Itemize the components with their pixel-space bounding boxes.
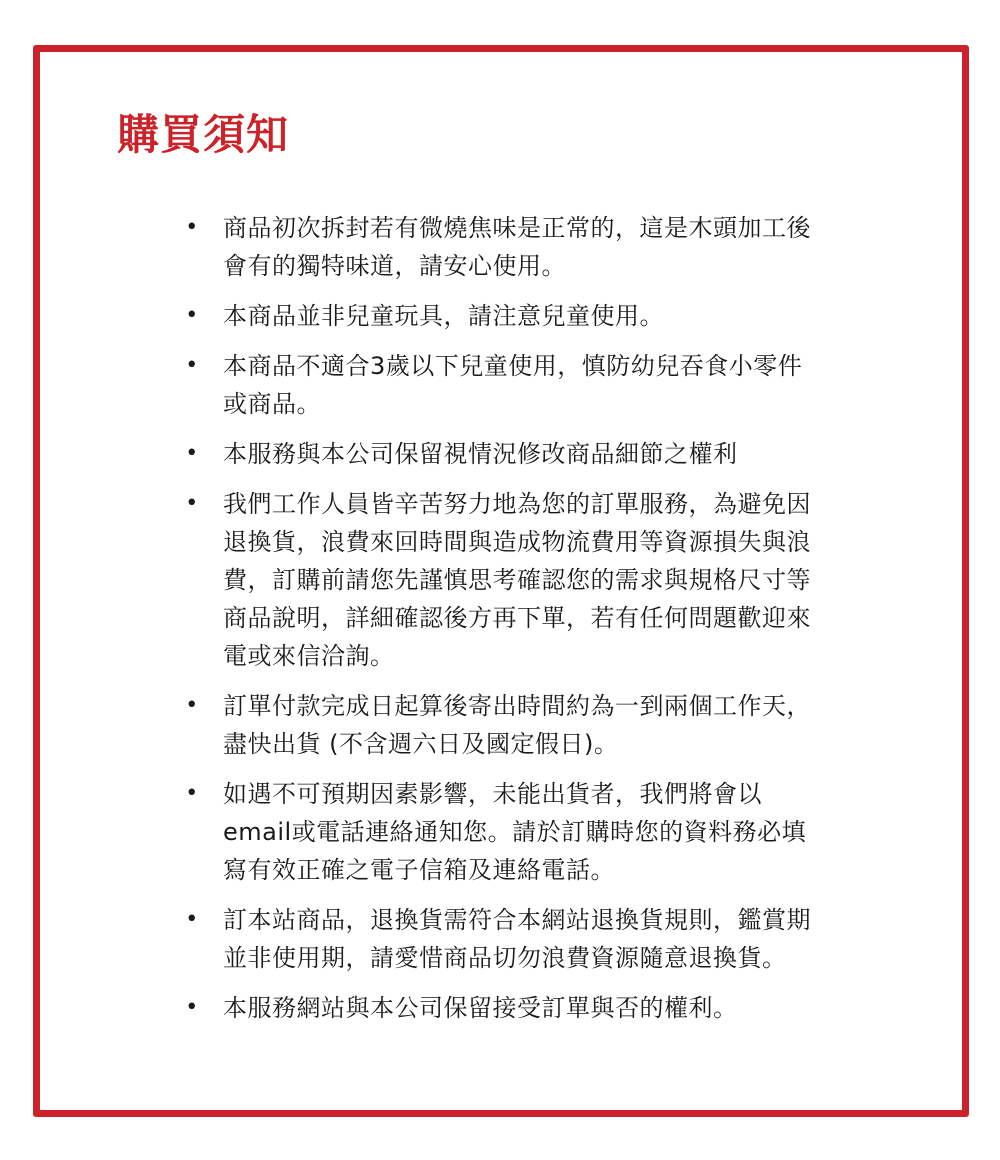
bullet-icon: • (185, 441, 199, 466)
bullet-icon: • (185, 907, 199, 932)
notice-item-text: 訂單付款完成日起算後寄出時間約為一到兩個工作天，盡快出貨 (不含週六日及國定假日)。 (223, 692, 811, 758)
bullet-icon: • (185, 353, 199, 378)
notice-item (185, 989, 825, 1027)
notice-item-text: 本商品不適合3歲以下兒童使用，慎防幼兒吞食小零件或商品。 (223, 352, 803, 418)
notice-item (185, 687, 825, 763)
page-title: 購買須知 (117, 110, 290, 159)
notice-item-text: 如遇不可預期因素影響，未能出貨者，我們將會以email或電話連絡通知您。請於訂購時您的資料務必填寫有效正確之電子信箱及連絡電話。 (223, 780, 807, 884)
bullet-icon: • (185, 781, 199, 806)
notice-item (185, 901, 825, 977)
notice-frame (33, 45, 969, 1117)
notice-item (185, 297, 825, 335)
notice-item-text: 本服務網站與本公司保留接受訂單與否的權利。 (223, 994, 738, 1022)
notice-item (185, 435, 825, 473)
bullet-icon: • (185, 303, 199, 328)
notice-item (185, 209, 825, 285)
bullet-icon: • (185, 693, 199, 718)
notice-item (185, 347, 825, 423)
notice-list (185, 209, 825, 1039)
bullet-icon: • (185, 491, 199, 516)
notice-item-text: 本服務與本公司保留視情況修改商品細節之權利 (223, 440, 738, 468)
notice-item (185, 775, 825, 889)
bullet-icon: • (185, 995, 199, 1020)
notice-item-text: 本商品並非兒童玩具，請注意兒童使用。 (223, 302, 664, 330)
notice-item-text: 訂本站商品，退換貨需符合本網站退換貨規則，鑑賞期並非使用期，請愛惜商品切勿浪費資源隨意退換貨。 (223, 906, 811, 972)
bullet-icon: • (185, 215, 199, 240)
notice-item (185, 485, 825, 675)
notice-item-text: 我們工作人員皆辛苦努力地為您的訂單服務，為避免因退換貨，浪費來回時間與造成物流費用等資源損失與浪費，訂購前請您先謹慎思考確認您的需求與規格尺寸等商品說明，詳細確認後方再下單，若有任何問題歡迎來電或來信洽詢。 (223, 490, 811, 670)
notice-item-text: 商品初次拆封若有微燒焦味是正常的，這是木頭加工後會有的獨特味道，請安心使用。 (223, 214, 811, 280)
